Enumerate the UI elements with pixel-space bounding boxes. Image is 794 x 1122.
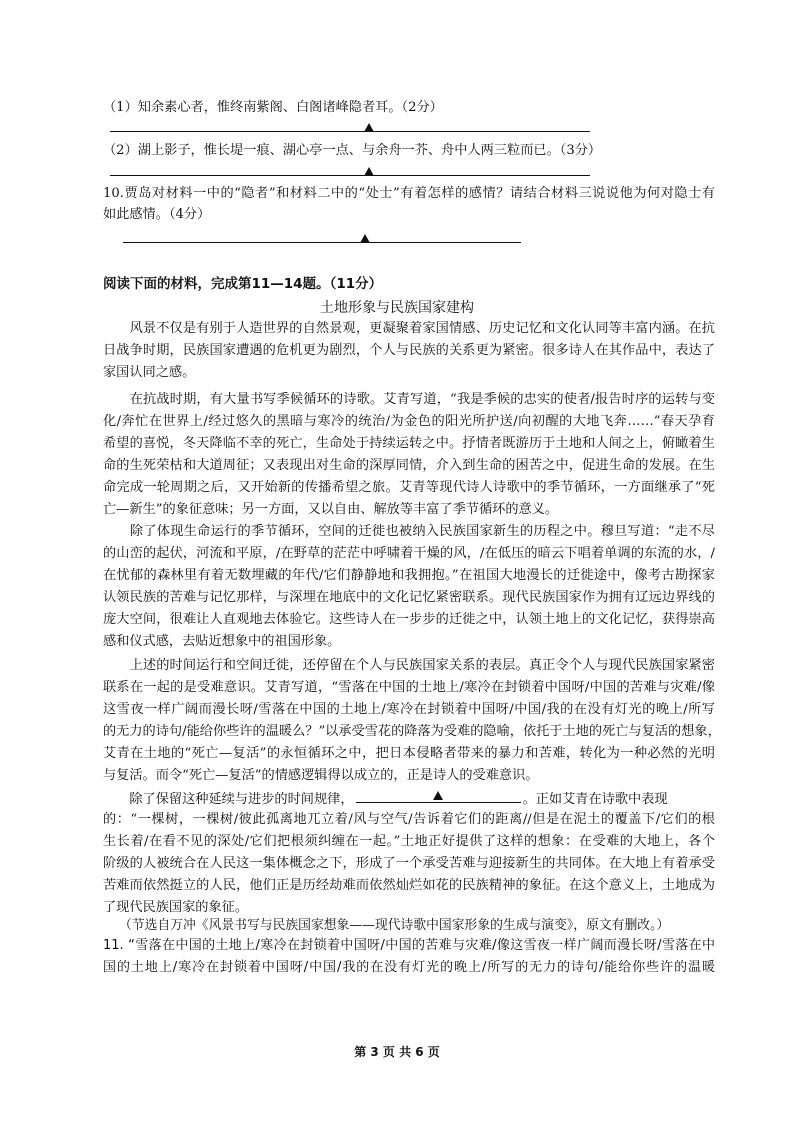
paragraph-line: 除了体现生命运行的季节循环，空间的迁徙也被纳入民族国家新生的历程之中。穆旦写道：“走不尽 bbox=[103, 524, 715, 539]
paragraph-line: 阶级的人被统合在人民这一集体概念之下，形成了一个承受苦难与迎接新生的共同体。在大地上有着承受 bbox=[103, 856, 715, 871]
source-citation: （节选自万冲《风景书写与民族国家想象——现代诗歌中国家形象的生成与演变》，原文有删改。） bbox=[119, 918, 670, 933]
paragraph-line: 上述的时间运行和空间迁徙，还停留在个人与民族国家关系的表层。真正令个人与现代民族国家紧密 bbox=[103, 658, 715, 673]
paragraph-line: 苦难而依然挺立的人民，他们正是历经劫难而依然灿烂如花的民族精神的象征。在这个意义上，土地成为 bbox=[103, 878, 715, 893]
paragraph-line: 命的生死荣枯和大道周征；又表现出对生命的深厚同情，介入到生命的困苦之中，促进生命的发展。在生 bbox=[103, 458, 715, 473]
paragraph-line: 的山峦的起伏，河流和平原，/在野草的茫茫中呼啸着干燥的风，/在低压的暗云下唱着单调的东流的水，/ bbox=[103, 546, 715, 561]
paragraph-line: 这雪夜一样广阔而漫长呀/雪落在中国的土地上/寒冷在封锁着中国呀/中国/我的在没有灯光的晚上/所写 bbox=[103, 702, 715, 717]
question-10-line-1: 10.贾岛对材料一中的“隐者”和材料二中的“处士”有着怎样的感情？请结合材料三说说他为何对隐士有 bbox=[103, 186, 715, 201]
answer-marker-triangle-icon bbox=[360, 234, 370, 243]
paragraph-line: 的：“一棵树，一棵树/彼此孤离地兀立着/风与空气/告诉着它们的距离//但是在泥土的覆盖下/它们的根 bbox=[103, 812, 715, 827]
paragraph-line: 命完成一轮周期之后，又开始新的传播希望之旅。艾青等现代诗人诗歌中的季节循环，一方面继承了“死 bbox=[103, 480, 715, 495]
blank-prefix-text: 除了保留这种延续与进步的时间规律， bbox=[103, 792, 354, 807]
fill-in-blank bbox=[356, 788, 521, 803]
paragraph-line: 在忧郁的森林里有着无数埋藏的年代/它们静静地和我拥抱。”在祖国大地漫长的迁徙途中，像考古勘探家 bbox=[103, 568, 715, 583]
answer-marker-triangle-icon bbox=[364, 123, 374, 132]
paragraph-line: 感和仪式感，去贴近想象中的祖国形象。 bbox=[103, 634, 341, 649]
paragraph-line: 生长着/在看不见的深处/它们把根须纠缠在一起。”土地正好提供了这样的想象：在受难的大地上，各个 bbox=[103, 834, 715, 849]
paragraph-line: 的无力的诗句/能给你些许的温暖么？”以承受雪花的降落为受难的隐喻，依托于土地的死亡与复活的想象， bbox=[103, 724, 721, 739]
paragraph-line: 在抗战时期，有大量书写季候循环的诗歌。艾青写道，“我是季候的忠实的使者/报告时序的运转与变 bbox=[103, 392, 715, 407]
paragraph-line: 风景不仅是有别于人造世界的自然景观，更凝聚着家国情感、历史记忆和文化认同等丰富内涵。在抗 bbox=[103, 321, 715, 336]
question-11-line-1: 11. “雪落在中国的土地上/寒冷在封锁着中国呀/中国的苦难与灾难/像这雪夜一样广阔而漫长呀/雪落在中 bbox=[103, 938, 715, 953]
paragraph-line: 日战争时期，民族国家遭遇的危机更为剧烈，个人与民族的关系更为紧密。很多诗人在其作品中，表达了 bbox=[103, 343, 715, 358]
paragraph-line: 家国认同之感。 bbox=[103, 365, 196, 380]
translation-item-1: （1）知余素心者，惟终南紫阁、白阁诸峰隐者耳。（2分） bbox=[103, 100, 443, 115]
paragraph-line: 庞大空间，很难让人直观地去体验它。这些诗人在一步步的迁徙之中，认领土地上的文化记忆，获得崇高 bbox=[103, 612, 715, 627]
paragraph-line: 艾青在土地的“死亡—复活”的永恒循环之中，把日本侵略者带来的暴力和苦难，转化为一种必然的光明 bbox=[103, 746, 715, 761]
paragraph-line: 亡—新生”的象征意味；另一方面，又以自由、解放等丰富了季节循环的意义。 bbox=[103, 502, 559, 517]
translation-item-2: （2）湖上影子，惟长堤一痕、湖心亭一点、与余舟一芥、舟中人两三粒而已。（3分） bbox=[103, 143, 602, 158]
blank-suffix-text: 。正如艾青在诗歌中表现 bbox=[522, 792, 668, 807]
answer-line-1 bbox=[110, 131, 590, 132]
paragraph-line: 认领民族的苦难与记忆那样，与深埋在地底中的文化记忆紧密联系。现代民族国家作为拥有辽远边界线的 bbox=[103, 590, 715, 605]
answer-marker-triangle-icon bbox=[433, 791, 443, 800]
page-footer: 第 3 页 共 6 页 bbox=[354, 1045, 440, 1059]
paragraph-line: 与复活。而令“死亡—复活”的情感逻辑得以成立的，正是诗人的受难意识。 bbox=[103, 768, 539, 783]
section-heading: 阅读下面的材料，完成第11—14题。（11分） bbox=[103, 276, 383, 292]
paragraph-line: 联系在一起的是受难意识。艾青写道，“雪落在中国的土地上/寒冷在封锁着中国呀/中国的苦难与灾难/像 bbox=[103, 680, 715, 695]
question-11-line-2: 国的土地上/寒冷在封锁着中国呀/中国/我的在没有灯光的晚上/所写的无力的诗句/能给你些许的温暖 bbox=[103, 960, 715, 975]
paragraph-line: 了现代民族国家的象征。 bbox=[103, 900, 249, 915]
paragraph-line-with-blank bbox=[103, 788, 715, 810]
paragraph-line: 希望的喜悦，冬天降临不幸的死亡，生命处于持续运转之中。抒情者既游历于土地和人间之上，俯瞰着生 bbox=[103, 436, 715, 451]
answer-marker-triangle-icon bbox=[364, 167, 374, 176]
paragraph-line: 化/奔忙在世界上/经过悠久的黑暗与寒冷的统治/为金色的阳光所护送/向初醒的大地飞奔……”春天孕育 bbox=[103, 414, 715, 429]
answer-line-2 bbox=[110, 175, 590, 176]
question-10-line-2: 如此感情。（4分） bbox=[103, 207, 211, 222]
passage-title: 土地形象与民族国家建构 bbox=[320, 300, 474, 316]
answer-line-3 bbox=[123, 242, 521, 243]
